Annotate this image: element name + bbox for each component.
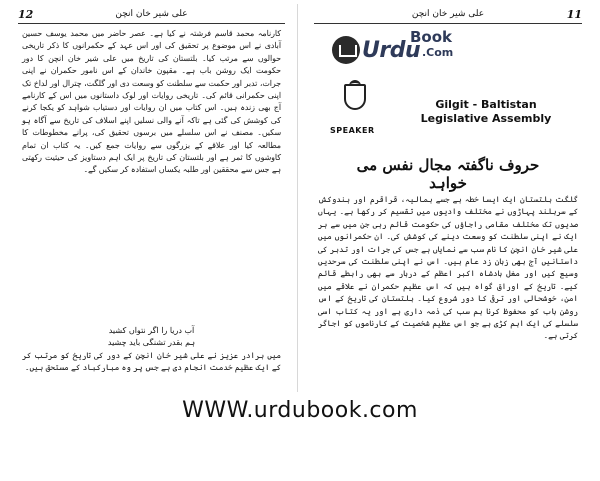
logo-urdu-text: Urdu — [362, 38, 421, 63]
book-spread — [6, 4, 594, 392]
assembly-line-2: Legislative Assembly — [420, 112, 552, 125]
assembly-heading — [406, 98, 566, 126]
left-running-head — [18, 8, 285, 24]
left-running-title: علی شیر خان انچن — [115, 9, 188, 19]
assembly-line-1: Gilgit - Baltistan — [435, 98, 537, 111]
left-page-number: 12 — [18, 8, 34, 21]
right-paragraph-1: گلگت بلتستان ایک ایسا خطہ ہے جسے ہمالیہ، قراقرم اور ہندوکش کے سربلند پہاڑوں نے مختلف وادیوں میں تقسیم کر رکھا ہے۔ یہاں صدیوں تک مختلف مقامی راجاؤں کی حکومت قائم رہی جن میں سے ہر ایک نے اپنی سلطنت کو وسعت دینے کی کوشش کی۔ ان حکمرانوں میں علی شیر خان انچن کا نام سب سے نمایاں ہے جس کی جرات اور تدبر کی داستانیں آج بھی زبان زد عام ہیں۔ اس نے اپنی سلطنت کی سرحدیں وسیع کیں اور مغل بادشاہ اکبر اعظم کے دربار سے بھی رابطے قائم کیے۔ تاریخ کے اوراق گواہ ہیں کہ اس عظیم حکمران نے علاقے میں امن، خوشحالی اور ترقی کا دور شروع کیا۔ بلتستان کی تاریخ کے اس روشن باب کو محفوظ کرنا ہم سب کی ذمہ داری ہے اور یہ کتاب اسی سلسلے کی ایک اہم کڑی ہے جو اس عظیم شخصیت کے کارناموں کو اجاگر کرتی ہے۔ — [318, 195, 578, 341]
left-paragraph-2: میں برادر عزیز نے علی شیر خان انچن کے دور کی تاریخ کو مرتب کر کے ایک عظیم خدمت انجام دی ہے جس پر وہ مبارکباد کے مستحق ہیں۔ — [22, 351, 281, 373]
assembly-emblem-icon — [338, 80, 372, 124]
verse-line-1: آب دریا را اگر نتواں کشید — [108, 326, 195, 335]
speaker-caption: SPEAKER — [330, 126, 375, 135]
chapter-title: حروف ناگفتہ مجال نفس می خواہد — [356, 156, 540, 192]
left-page — [6, 4, 298, 392]
right-running-head — [314, 8, 582, 24]
site-watermark: WWW.urdubook.com — [182, 398, 418, 423]
logo-book-text: Book — [410, 28, 453, 46]
logo-com-text: .Com — [422, 46, 454, 59]
emblem-shield-icon — [344, 84, 366, 110]
book-icon — [332, 36, 360, 64]
urdubook-logo — [332, 26, 472, 76]
left-paragraph-1: کارنامہ محمد قاسم فرشتہ نے کیا ہے۔ عصر حاضر میں محمد یوسف حسین آبادی نے اس موضوع پر تحقیق کی اور اس عہد کے حکمرانوں کا ذکر تاریخی حوالوں سے مرتب کیا۔ بلتستان کی تاریخ میں علی شیر خان انچن کا دور حکومت ایک روشن باب ہے۔ مقپون خاندان کے اس نامور حکمران نے اپنی جرات، تدبر اور حکمت سے سلطنت کو وسعت دی اور گلگت، چترال اور لداخ تک اپنی حکمرانی قائم کی۔ تاریخی روایات اور لوک داستانوں میں اس کے کارنامے آج بھی زندہ ہیں۔ اس کتاب میں ان روایات اور دستیاب شواہد کو یکجا کرنے کی کوشش کی گئی ہے تاکہ آنے والی نسلیں اپنے اسلاف کی تاریخ سے آگاہ ہو سکیں۔ مصنف نے اس سلسلے میں برسوں تحقیق کی، پرانے مخطوطات کا مطالعہ کیا اور علاقے کے بزرگوں سے روایات جمع کیں۔ یہ کتاب ان تمام کاوشوں کا ثمر ہے اور بلتستان کی تاریخ پر ایک اہم دستاویز کی حیثیت رکھتی ہے جس سے محققین اور طلبہ یکساں استفادہ کر سکیں گے۔ — [22, 29, 281, 175]
right-running-title: علی شیر خان انچن — [411, 9, 485, 19]
verse-line-2: ہم بقدر تشنگی باید چشید — [107, 338, 196, 347]
right-page-number: 11 — [566, 8, 582, 21]
right-page — [302, 4, 594, 392]
persian-verse — [46, 325, 257, 349]
